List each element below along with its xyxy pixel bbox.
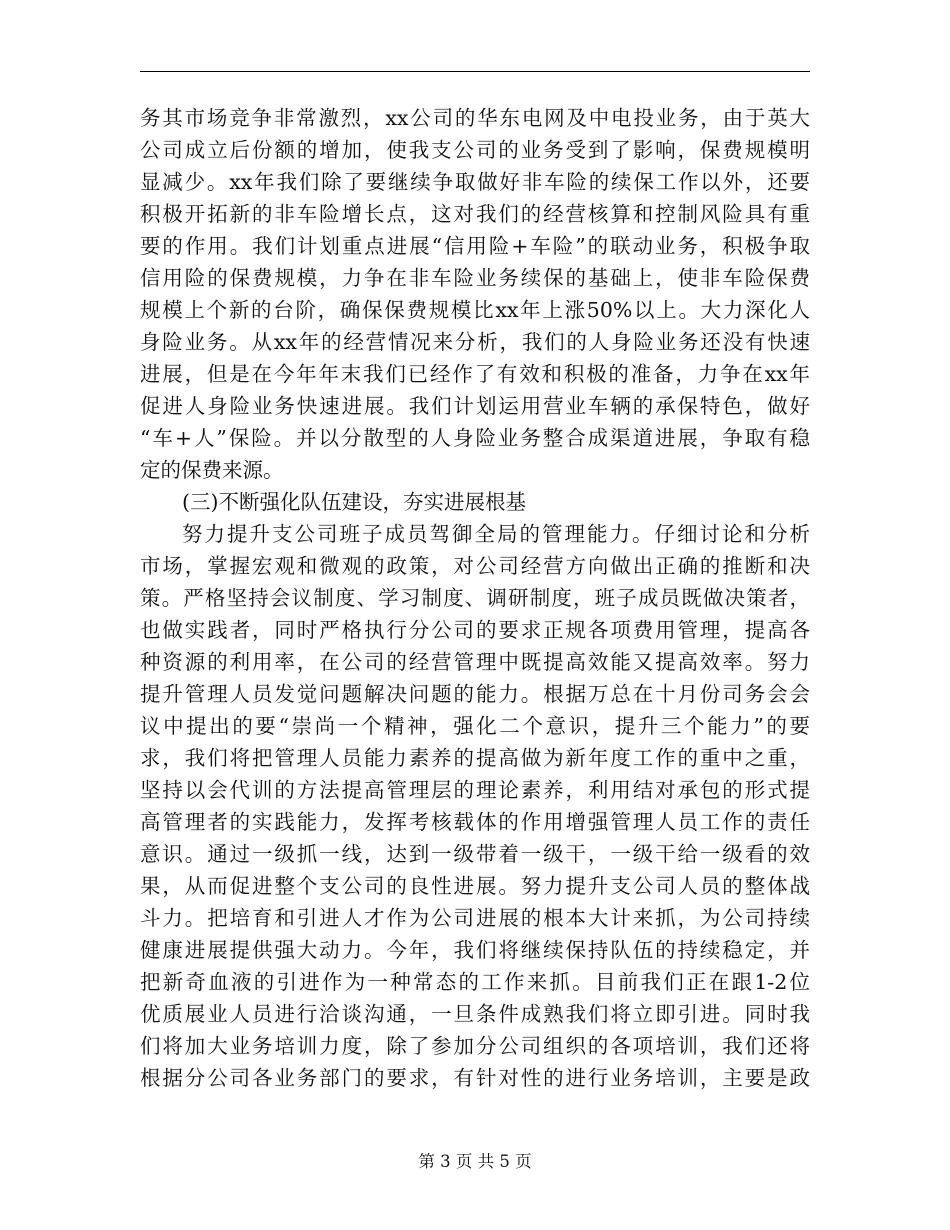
text-line: 把新奇血液的引进作为一种常态的工作来抓。目前我们正在跟1-2位 xyxy=(140,970,810,994)
text-line: 务其市场竞争非常激烈，xx公司的华东电网及中电投业务，由于英大 xyxy=(140,106,810,130)
text-line: 定的保费来源。 xyxy=(140,458,284,482)
text-line: “车+人”保险。并以分散型的人身险业务整合成渠道进展，争取有稳 xyxy=(140,426,810,450)
text-line: 高管理者的实践能力，发挥考核载体的作用增强管理人员工作的责任 xyxy=(140,810,810,834)
text-line: 也做实践者，同时严格执行分公司的要求正规各项费用管理，提高各 xyxy=(140,618,810,642)
text-line: 策。严格坚持会议制度、学习制度、调研制度，班子成员既做决策者， xyxy=(140,586,810,610)
text-line: 意识。通过一级抓一线，达到一级带着一级干，一级干给一级看的效 xyxy=(140,842,810,866)
text-line: 种资源的利用率，在公司的经营管理中既提高效能又提高效率。努力 xyxy=(140,650,810,674)
text-line: 坚持以会代训的方法提高管理层的理论素养，利用结对承包的形式提 xyxy=(140,778,810,802)
header-rule xyxy=(140,71,810,72)
text-line: 积极开拓新的非车险增长点，这对我们的经营核算和控制风险具有重 xyxy=(140,202,810,226)
text-line: 健康进展提供强大动力。今年，我们将继续保持队伍的持续稳定，并 xyxy=(140,938,810,962)
text-line: 身险业务。从xx年的经营情况来分析，我们的人身险业务还没有快速 xyxy=(140,330,810,354)
text-line: 提升管理人员发觉问题解决问题的能力。根据万总在十月份司务会会 xyxy=(140,682,810,706)
text-line: 努力提升支公司班子成员驾御全局的管理能力。仔细讨论和分析 xyxy=(182,522,810,546)
text-line: 优质展业人员进行洽谈沟通，一旦条件成熟我们将立即引进。同时我 xyxy=(140,1002,810,1026)
text-line: 斗力。把培育和引进人才作为公司进展的根本大计来抓，为公司持续 xyxy=(140,906,810,930)
text-line: 促进人身险业务快速进展。我们计划运用营业车辆的承保特色，做好 xyxy=(140,394,810,418)
text-line: 根据分公司各业务部门的要求，有针对性的进行业务培训，主要是政 xyxy=(140,1066,810,1090)
section-heading: (三)不断强化队伍建设，夯实进展根基 xyxy=(182,490,526,514)
text-line: 们将加大业务培训力度，除了参加分公司组织的各项培训，我们还将 xyxy=(140,1034,810,1058)
text-line: 进展，但是在今年年末我们已经作了有效和积极的准备，力争在xx年 xyxy=(140,362,810,386)
text-line: 公司成立后份额的增加，使我支公司的业务受到了影响，保费规模明 xyxy=(140,138,810,162)
document-body xyxy=(140,102,810,1094)
text-line: 显减少。xx年我们除了要继续争取做好非车险的续保工作以外，还要 xyxy=(140,170,810,194)
text-line: 求，我们将把管理人员能力素养的提高做为新年度工作的重中之重， xyxy=(140,746,810,770)
text-line: 信用险的保费规模，力争在非车险业务续保的基础上，使非车险保费 xyxy=(140,266,810,290)
page-number: 第 3 页 共 5 页 xyxy=(418,1152,532,1171)
text-line: 市场，掌握宏观和微观的政策，对公司经营方向做出正确的推断和决 xyxy=(140,554,810,578)
text-line: 议中提出的要“崇尚一个精神，强化二个意识，提升三个能力”的要 xyxy=(140,714,810,738)
text-line: 要的作用。我们计划重点进展“信用险+车险”的联动业务，积极争取 xyxy=(140,234,810,258)
text-line: 规模上个新的台阶，确保保费规模比xx年上涨50%以上。大力深化人 xyxy=(140,298,810,322)
text-line: 果，从而促进整个支公司的良性进展。努力提升支公司人员的整体战 xyxy=(140,874,810,898)
